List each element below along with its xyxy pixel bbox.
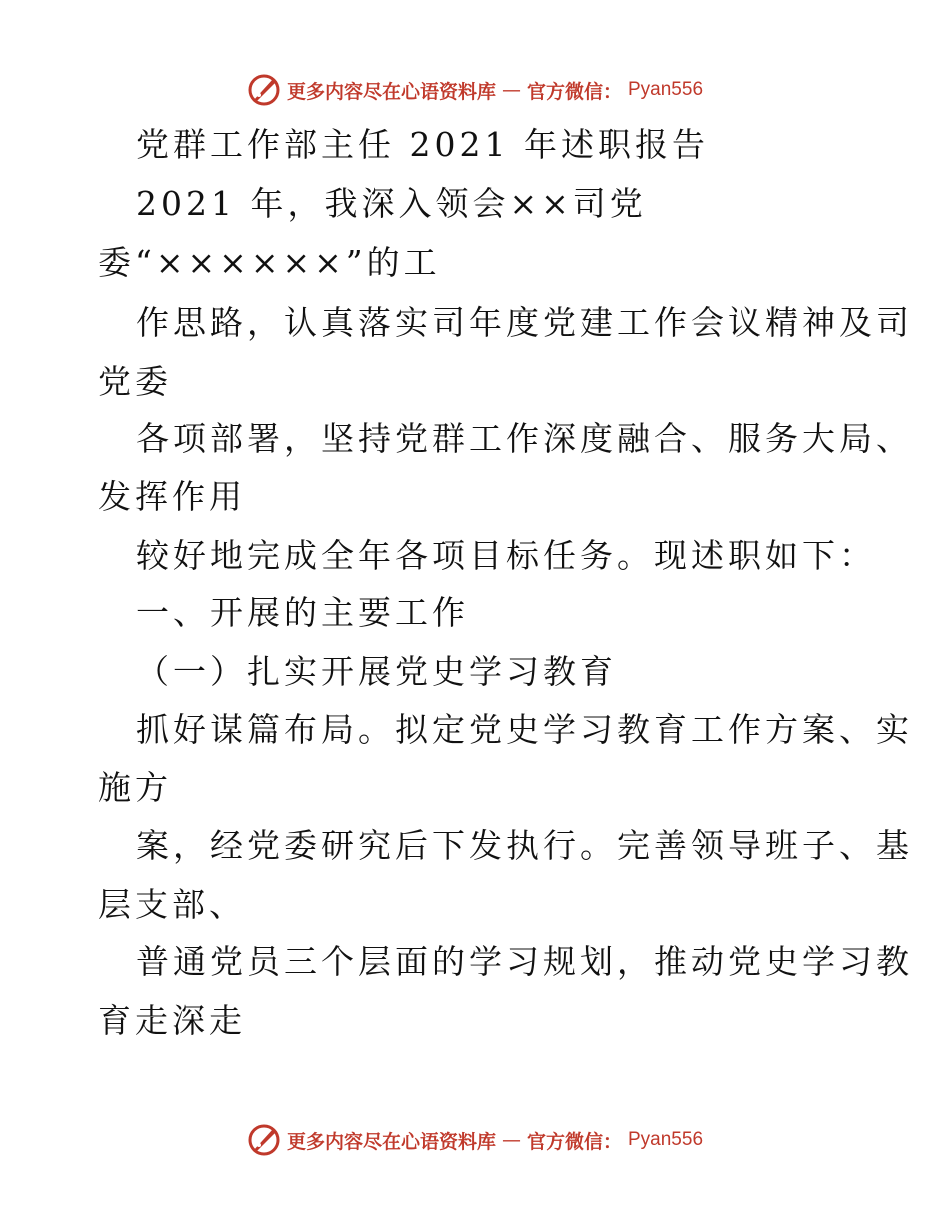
paragraph-line: 较好地完成全年各项目标任务。现述职如下： [136,536,876,575]
paragraph-line: 2021 年，我深入领会××司党 [136,184,647,223]
watermark-handle: Pyan556 [628,79,704,100]
section-heading: 一、开展的主要工作 [136,593,469,632]
watermark-separator: — [501,79,521,101]
quill-logo-icon [247,1123,281,1157]
paragraph-line: 案，经党委研究后下发执行。完善领导班子、基 [136,826,913,865]
paragraph-line: 委“××××××”的工 [98,243,441,282]
paragraph-line: 施方 [98,768,172,807]
watermark-handle: Pyan556 [628,1129,704,1150]
document-title: 党群工作部主任 2021 年述职报告 [136,125,709,164]
paragraph-line: 育走深走 [98,1001,246,1040]
paragraph-line: 发挥作用 [98,477,246,516]
paragraph-line: 抓好谋篇布局。拟定党史学习教育工作方案、实 [136,710,913,749]
watermark-label: 官方微信： [526,80,622,103]
subsection-heading: （一）扎实开展党史学习教育 [136,652,617,691]
watermark-text: 更多内容尽在心语资料库 [286,80,496,103]
watermark-separator: — [501,1129,521,1151]
paragraph-line: 层支部、 [98,885,246,924]
paragraph-line: 作思路，认真落实司年度党建工作会议精神及司 [136,303,913,342]
paragraph-line: 各项部署，坚持党群工作深度融合、服务大局、 [136,419,913,458]
watermark-header [0,70,950,110]
paragraph-line: 普通党员三个层面的学习规划，推动党史学习教 [136,942,913,981]
watermark-footer [0,1120,950,1160]
watermark-text: 更多内容尽在心语资料库 [286,1130,496,1153]
paragraph-line: 党委 [98,362,172,401]
quill-logo-icon [247,73,281,107]
watermark-label: 官方微信： [526,1130,622,1153]
